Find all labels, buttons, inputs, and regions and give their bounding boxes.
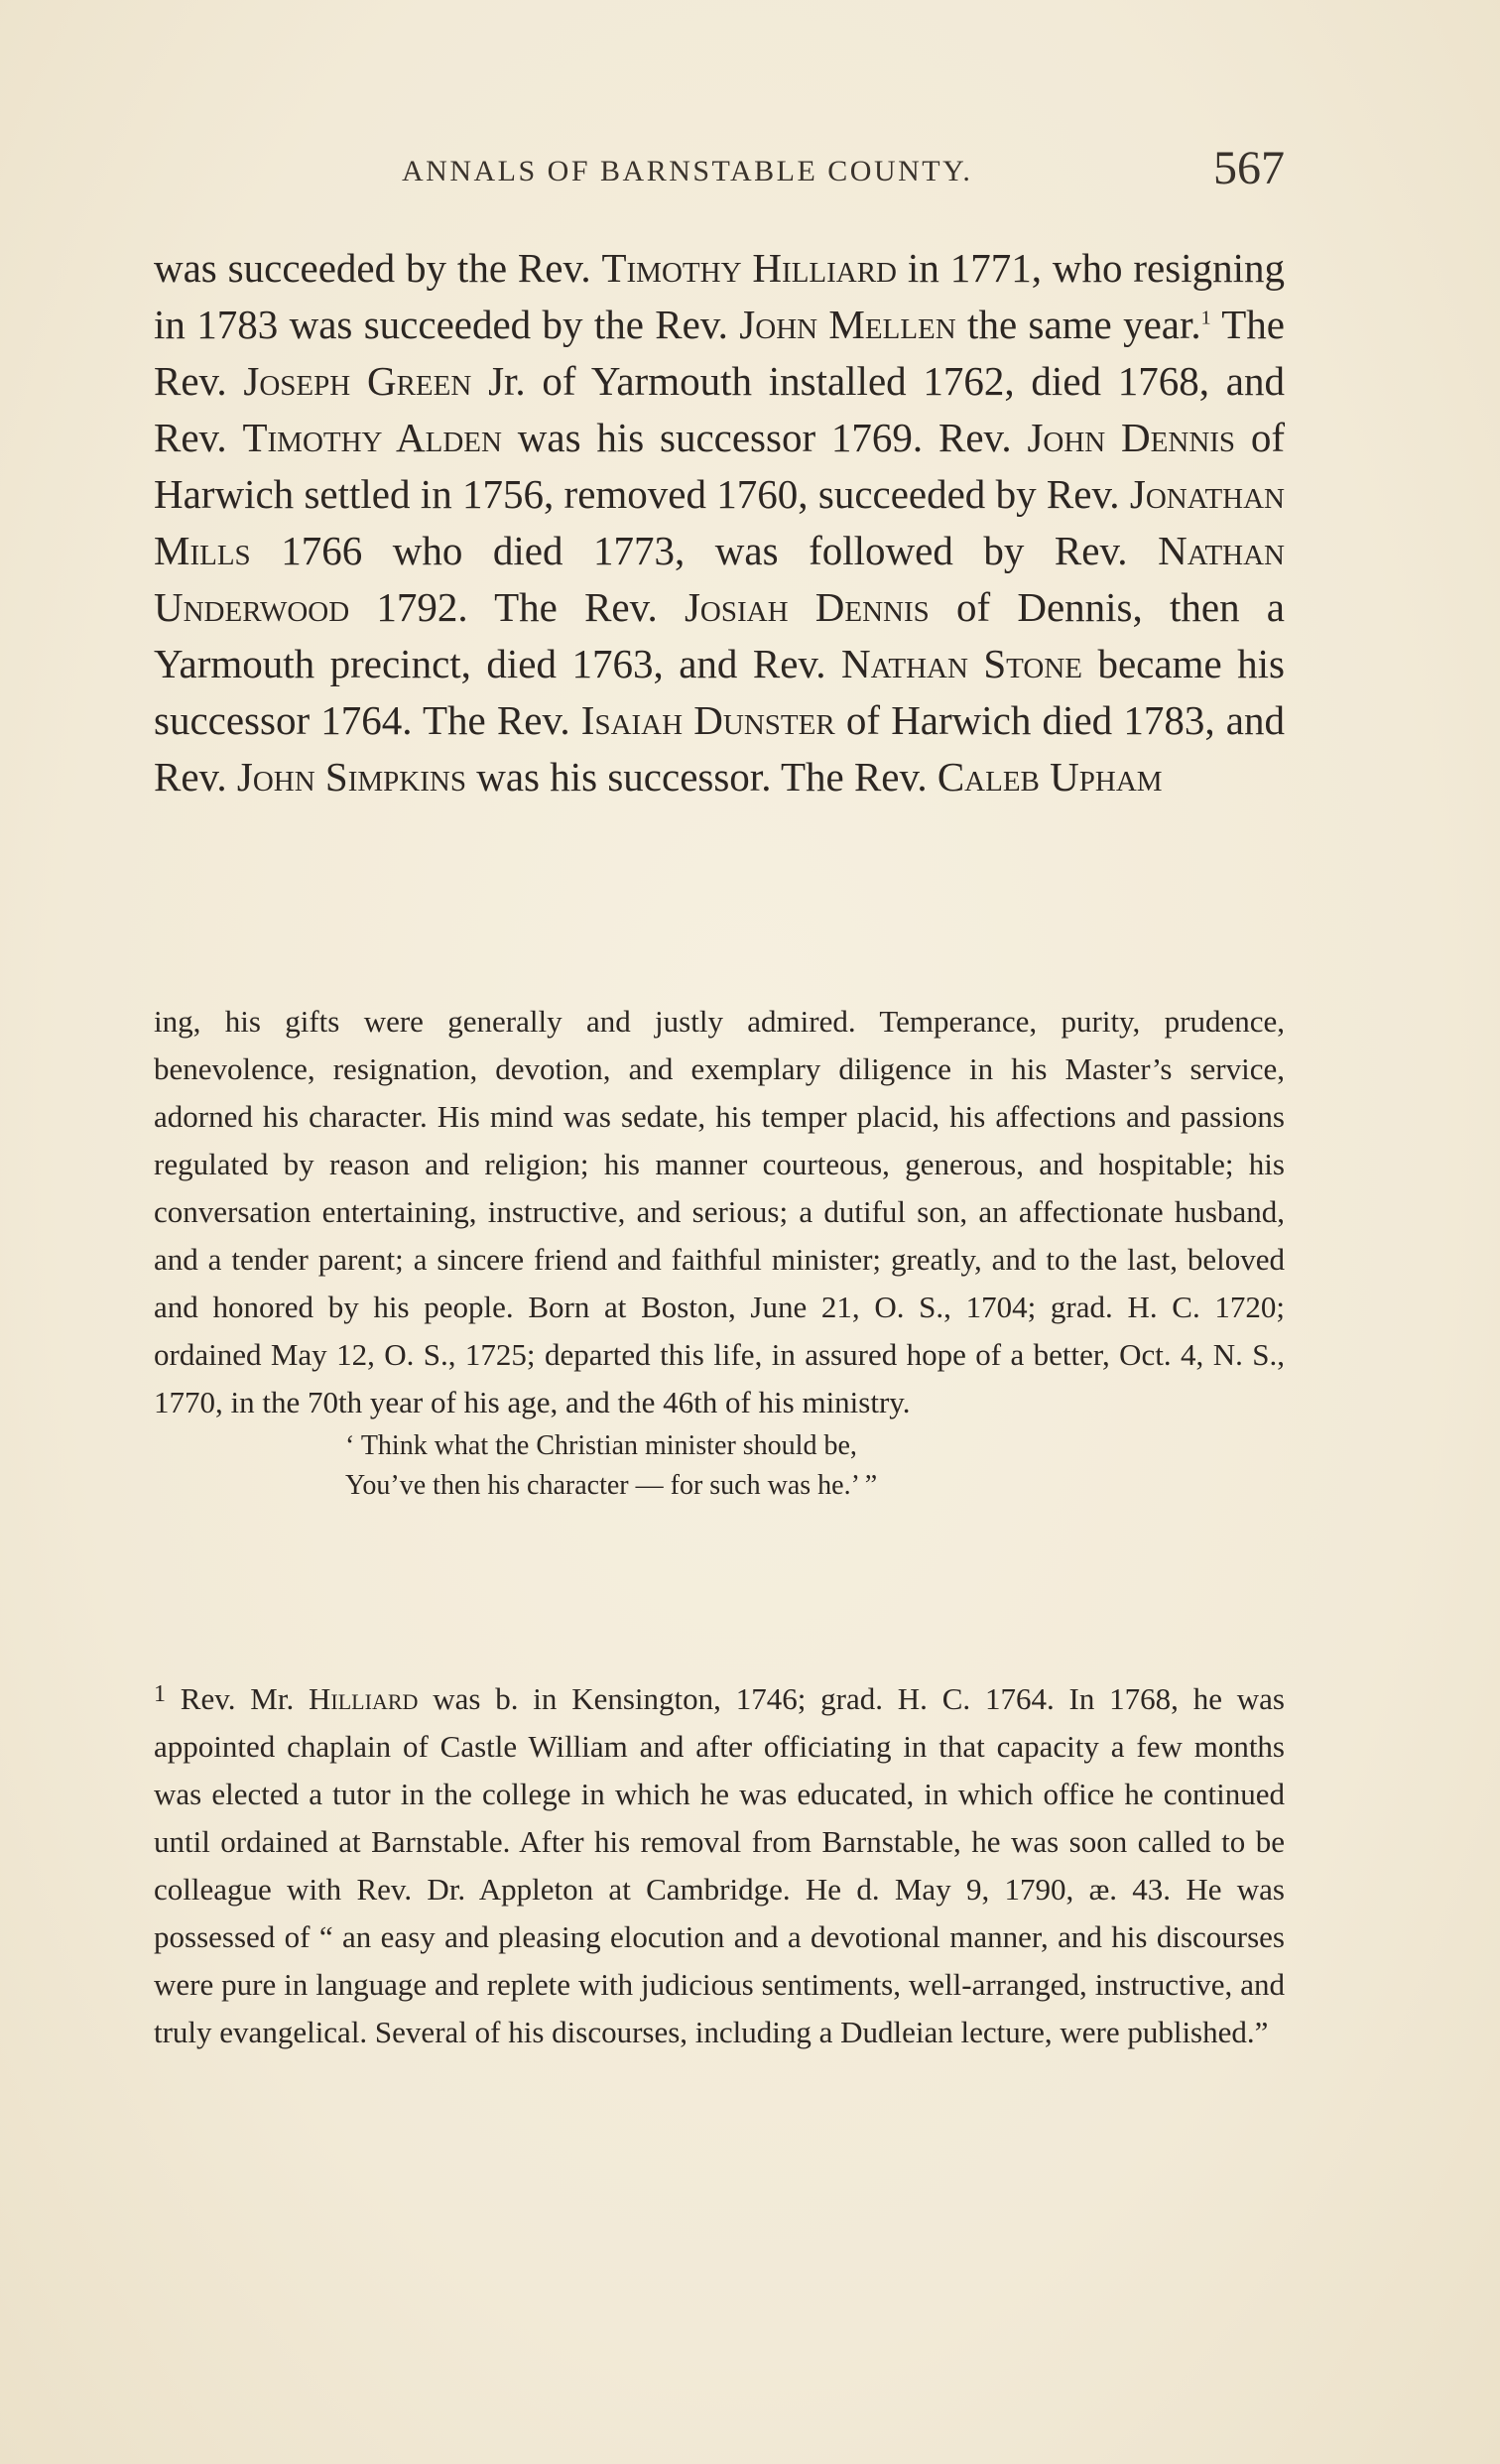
text-segment: The Rev. (154, 302, 1285, 404)
text-segment: in 1771, who resigning in 1783 was succeeded by the Rev. (154, 245, 1285, 347)
person-name: Jonathan Mills (154, 471, 1285, 573)
footnote-reference: 1 (1200, 307, 1211, 329)
text-segment: Jr. of Yarmouth installed 1762, died 1768, and Rev. (154, 358, 1285, 460)
person-name: John Dennis (1027, 415, 1236, 460)
text-segment: of Dennis, then a Yarmouth precinct, died 1763, and Rev. (154, 584, 1285, 686)
running-head (154, 141, 1285, 200)
text-segment: was b. in Kensington, 1746; grad. H. C. 1764. In 1768, he was appointed chaplain of Castle William and after officiating in that capacity a few months was elected a tutor in the college in which he was educated, in which office he continued until ordained at Barnstable. After his removal from Barnstable, he was soon called to be colleague with Rev. Dr. Appleton at Cambridge. He d. May 9, 1790, æ. 43. He was possessed of “ an easy and pleasing elocution and a devotional manner, and his discourses were pure in language and replete with judicious sentiments, well-arranged, instructive, and truly evangelical. Several of his discourses, including a Dudleian lecture, were published.” (154, 1681, 1285, 2049)
person-name: Caleb Upham (937, 754, 1163, 800)
text-segment: 1766 who died 1773, was followed by Rev. (250, 528, 1159, 573)
text-segment: 1792. The Rev. (349, 584, 685, 630)
person-name: Timothy Hilliard (601, 245, 898, 291)
running-title: ANNALS OF BARNSTABLE COUNTY. (402, 155, 973, 187)
text-segment: became his successor 1764. The Rev. (154, 641, 1285, 743)
verse-line-1: ‘ Think what the Christian minister should be, (345, 1430, 857, 1461)
verse-quote (154, 1426, 1285, 1506)
person-name: John Simpkins (236, 754, 466, 800)
text-segment: was his successor. The Rev. (465, 754, 938, 800)
main-text (154, 240, 1285, 805)
person-name: Nathan Stone (841, 641, 1082, 686)
text-segment: the same year. (955, 302, 1201, 347)
footnote-marker: 1 (154, 1681, 166, 1707)
text-segment: of Harwich died 1783, and Rev. (154, 697, 1285, 800)
continued-note (154, 998, 1285, 1506)
continued-note-text: ing, his gifts were generally and justly admired. Temperance, purity, prudence, benevolence, resignation, devotion, and exemplary diligence in his Master’s service, adorned his character. His mind was sedate, his temper placid, his affections and passions regulated by reason and religion; his manner courteous, generous, and hospitable; his conversation entertaining, instructive, and serious; a dutiful son, an affectionate husband, and a tender parent; a sincere friend and faithful minister; greatly, and to the last, beloved and honored by his people. Born at Boston, June 21, O. S., 1704; grad. H. C. 1720; ordained May 12, O. S., 1725; departed this life, in assured hope of a better, Oct. 4, N. S., 1770, in the 70th year of his age, and the 46th of his ministry. (154, 1004, 1285, 1419)
text-segment: was succeeded by the Rev. (154, 245, 602, 291)
person-name: Nathan Underwood (154, 528, 1285, 630)
person-name: Hilliard (309, 1681, 419, 1716)
person-name: Josiah Dennis (684, 584, 930, 630)
verse-line-2: You’ve then his character — for such was he.’ ” (345, 1470, 878, 1501)
text-segment: was his successor 1769. Rev. (501, 415, 1028, 460)
person-name: John Mellen (739, 302, 956, 347)
text-segment: of Harwich settled in 1756, removed 1760, succeeded by Rev. (154, 415, 1286, 517)
person-name: Isaiah Dunster (580, 697, 835, 743)
person-name: Timothy Alden (242, 415, 502, 460)
text-segment: Rev. Mr. (166, 1681, 310, 1716)
main-paragraph (154, 240, 1285, 805)
person-name: Joseph Green (243, 358, 472, 404)
footnote-1-text (154, 1670, 1285, 2056)
footnote-1 (154, 1670, 1285, 2056)
page-number: 567 (1213, 142, 1285, 194)
